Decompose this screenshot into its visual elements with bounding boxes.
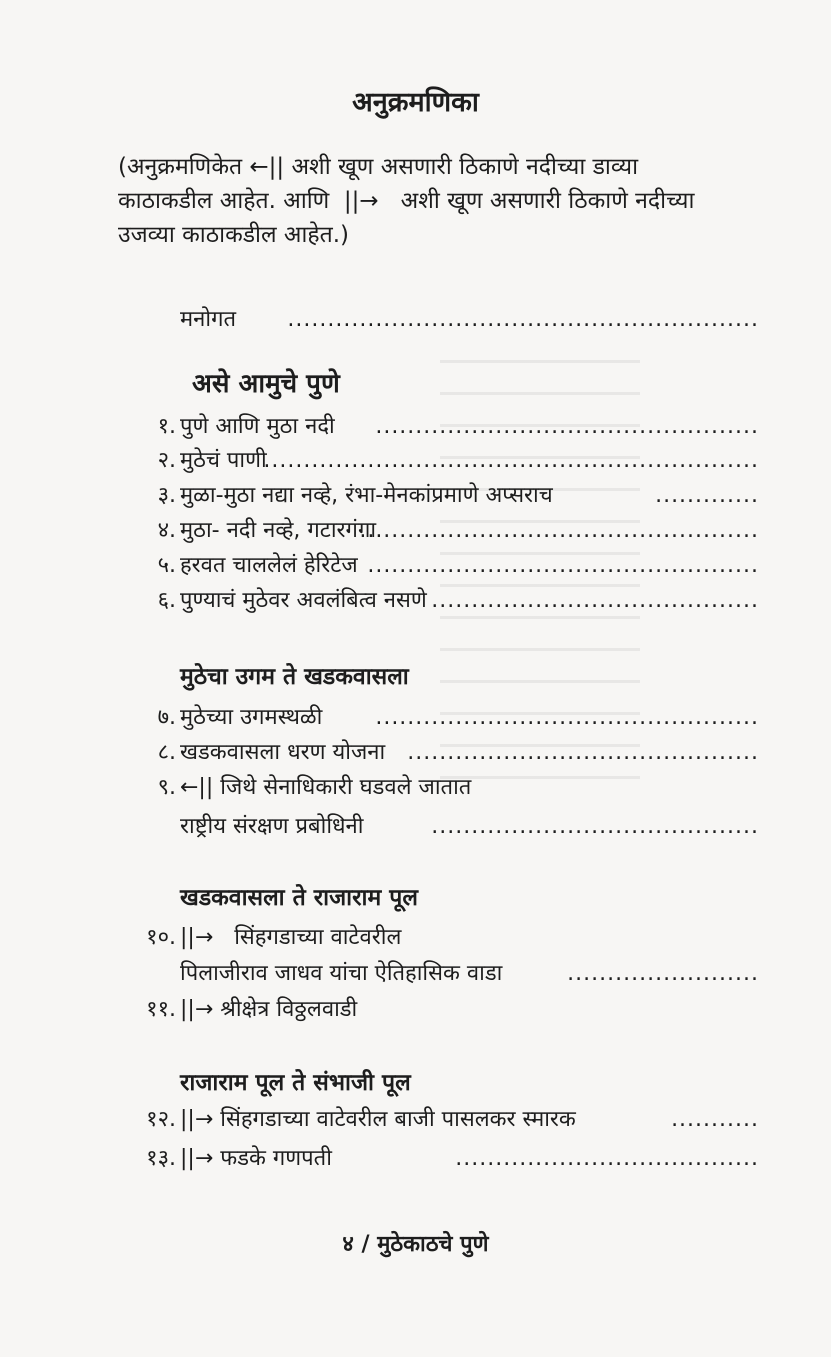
entry-title: ||→ सिंहगडाच्या वाटेवरील	[180, 925, 402, 950]
intro-line-1: (अनुक्रमणिकेत ←|| अशी खूण असणारी ठिकाणे नदीच्या डाव्या	[118, 154, 639, 180]
toc-row-preface	[0, 303, 831, 337]
intro-line-3: उजव्या काठाकडील आहेत.)	[118, 222, 350, 248]
leader-dots: ..................................................	[359, 518, 759, 543]
toc-row	[0, 1103, 831, 1137]
entry-title: ←|| जिथे सेनाधिकारी घडवले जातात	[180, 775, 472, 800]
leader-dots: ...........	[671, 1107, 759, 1132]
toc-row	[0, 549, 831, 583]
entry-number: १.	[157, 414, 176, 439]
entry-number: ९.	[157, 775, 176, 800]
intro-line-2: काठाकडील आहेत. आणि ||→ अशी खूण असणारी ठिकाणे नदीच्या	[118, 188, 695, 214]
section-heading: असे आमुचे पुणे	[192, 369, 340, 399]
leader-dots: ..............................................................	[263, 448, 759, 473]
entry-title: मुठेचं पाणी	[180, 448, 267, 473]
section-heading: राजाराम पूल ते संभाजी पूल	[180, 1070, 411, 1096]
entry-number: १३.	[146, 1146, 176, 1171]
entry-title: मुठा- नदी नव्हे, गटारगंगा	[180, 518, 377, 543]
toc-row	[0, 444, 831, 478]
toc-label: मनोगत	[180, 307, 236, 332]
entry-number: २.	[157, 448, 176, 473]
leader-dots: ........................	[567, 961, 759, 986]
entry-title: मुळा-मुठा नद्या नव्हे, रंभा-मेनकांप्रमाणे अप्सराच	[180, 483, 553, 508]
toc-row	[0, 993, 831, 1027]
entry-title: हरवत चाललेलं हेरिटेज	[180, 553, 358, 578]
toc-row	[0, 736, 831, 770]
entry-title: खडकवासला धरण योजना	[180, 740, 386, 765]
leader-dots: .........................................	[431, 588, 759, 613]
page-footer: ४ / मुठेकाठचे पुणे	[342, 1232, 489, 1257]
entry-number: ११.	[146, 997, 176, 1022]
entry-title: ||→ श्रीक्षेत्र विठ्ठलवाडी	[180, 997, 358, 1022]
entry-number: ५.	[157, 553, 176, 578]
entry-number: ८.	[157, 740, 176, 765]
toc-row	[0, 921, 831, 955]
leader-dots: ................................................	[375, 414, 759, 439]
section-heading: खडकवासला ते राजाराम पूल	[180, 885, 418, 911]
entry-number: ३.	[157, 483, 176, 508]
entry-title: ||→ फडके गणपती	[180, 1146, 332, 1171]
page-title: अनुक्रमणिका	[352, 87, 479, 118]
entry-number: ४.	[157, 518, 176, 543]
entry-number: ७.	[157, 705, 176, 730]
leader-dots: .................................................	[367, 553, 759, 578]
entry-title: ||→ सिंहगडाच्या वाटेवरील बाजी पासलकर स्मारक	[180, 1107, 576, 1132]
toc-row	[0, 479, 831, 513]
leader-dots: .............	[655, 483, 759, 508]
leader-dots: ...........................................................	[287, 307, 759, 332]
toc-row	[0, 1142, 831, 1176]
leader-dots: ................................................	[375, 705, 759, 730]
section-heading: मुठेचा उगम ते खडकवासला	[180, 664, 409, 690]
leader-dots: ............................................	[407, 740, 759, 765]
toc-row-continuation	[0, 810, 831, 844]
entry-title: पिलाजीराव जाधव यांचा ऐतिहासिक वाडा	[180, 961, 503, 986]
entry-title: पुण्याचं मुठेवर अवलंबित्व नसणे	[180, 588, 427, 613]
entry-number: १२.	[146, 1107, 176, 1132]
entry-title: पुणे आणि मुठा नदी	[180, 414, 335, 439]
toc-row-continuation	[0, 957, 831, 991]
leader-dots: ......................................	[455, 1146, 759, 1171]
toc-row	[0, 584, 831, 618]
entry-number: १०.	[146, 925, 176, 950]
entry-number: ६.	[157, 588, 176, 613]
leader-dots: .........................................	[431, 814, 759, 839]
toc-row	[0, 701, 831, 735]
toc-row	[0, 410, 831, 444]
entry-title: राष्ट्रीय संरक्षण प्रबोधिनी	[180, 814, 364, 839]
entry-title: मुठेच्या उगमस्थळी	[180, 705, 323, 730]
toc-row	[0, 771, 831, 805]
toc-row	[0, 514, 831, 548]
intro-paragraph	[118, 150, 773, 252]
